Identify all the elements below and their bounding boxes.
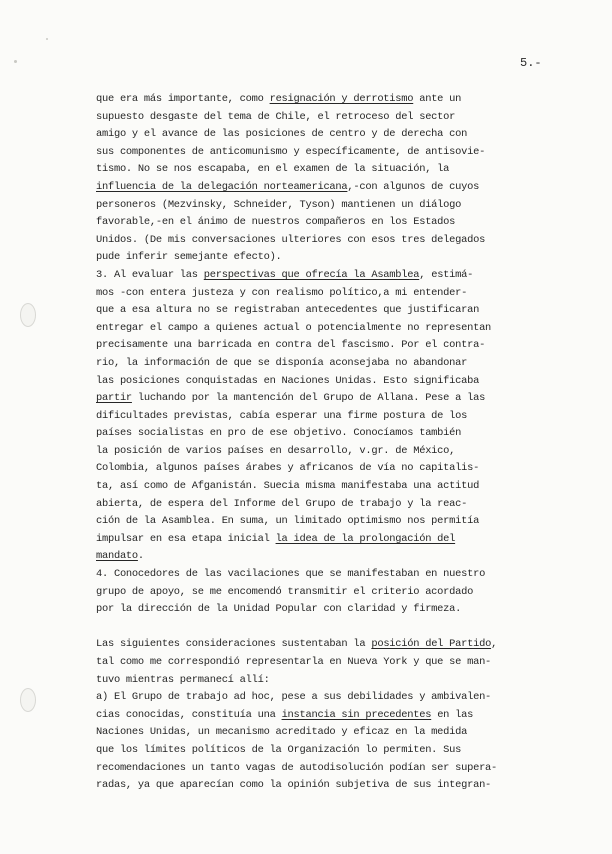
underlined-phrase: mandato	[96, 550, 138, 563]
text-segment: personeros (Mezvinsky, Schneider, Tyson) mantienen un diálogo	[96, 198, 462, 211]
text-segment: recomendaciones un tanto vagas de autodisolución podían ser supera-	[96, 761, 498, 774]
text-segment: rio, la información de que se disponía aconsejaba no abandonar	[96, 356, 468, 369]
paper-speck	[46, 38, 48, 40]
punch-hole-top	[20, 303, 36, 327]
text-segment: ción de la Asamblea. En suma, un limitado optimismo nos permitía	[96, 515, 480, 528]
text-segment: en las	[431, 708, 474, 721]
text-segment: mos -con entera justeza y con realismo político,a mi entender-	[96, 286, 468, 299]
text-line	[96, 460, 596, 478]
text-line	[96, 126, 596, 144]
text-segment: que a esa altura no se registraban antecedentes que justificaran	[96, 304, 480, 317]
text-segment: precisamente una barricada en contra del fascismo. Por el contra-	[96, 339, 486, 352]
text-segment: las posiciones conquistadas en Naciones Unidas. Esto significaba	[96, 374, 480, 387]
text-line	[96, 654, 596, 672]
text-segment: entregar el campo a quienes actual o potencialmente no representan	[96, 321, 492, 334]
underlined-phrase: instancia sin precedentes	[281, 708, 432, 721]
text-line	[96, 742, 596, 760]
text-line	[96, 531, 596, 549]
punch-hole-bottom	[20, 688, 36, 712]
text-segment: .	[137, 550, 144, 563]
text-line	[96, 232, 596, 250]
text-segment: impulsar en esa etapa inicial	[96, 532, 276, 545]
text-segment: tismo. No se nos escapaba, en el examen de la situación, la	[96, 163, 450, 176]
text-segment: a) El Grupo de trabajo ad hoc, pese a sus debilidades y ambivalen-	[96, 691, 492, 704]
text-segment: abierta, de espera del Informe del Grupo de trabajo y la reac-	[96, 497, 468, 510]
text-segment: Naciones Unidas, un mecanismo acreditado y eficaz en la medida	[96, 726, 468, 739]
text-line	[96, 320, 596, 338]
text-line	[96, 724, 596, 742]
text-segment: grupo de apoyo, se me encomendó transmitir el criterio acordado	[96, 585, 474, 598]
text-segment: favorable,-en el ánimo de nuestros compañeros en los Estados	[96, 216, 456, 229]
typewritten-body	[96, 91, 596, 795]
text-segment: sus componentes de anticomunismo y específicamente, de antisovie-	[96, 145, 486, 158]
text-line	[96, 109, 596, 127]
text-line	[96, 161, 596, 179]
text-line	[96, 249, 596, 267]
text-line	[96, 179, 596, 197]
text-segment: la posición de varios países en desarrollo, v.gr. de México,	[96, 444, 456, 457]
text-line	[96, 513, 596, 531]
text-segment: radas, ya que aparecían como la opinión subjetiva de sus integran-	[96, 779, 492, 792]
blank-line	[96, 619, 596, 637]
text-segment: que los límites políticos de la Organización lo permiten. Sus	[96, 743, 462, 756]
text-segment: ,	[491, 638, 498, 651]
paper-speck	[14, 60, 17, 63]
text-line	[96, 285, 596, 303]
text-line	[96, 267, 596, 285]
text-line	[96, 197, 596, 215]
text-line	[96, 144, 596, 162]
text-segment: Las siguientes consideraciones sustentaban la	[96, 638, 372, 651]
text-line	[96, 760, 596, 778]
text-segment: tuvo mientras permanecí allí:	[96, 673, 270, 686]
text-line	[96, 672, 596, 690]
text-segment: países socialistas en pro de ese objetivo. Conocíamos también	[96, 427, 462, 440]
text-segment: amigo y el avance de las posiciones de centro y de derecha con	[96, 128, 468, 141]
text-line	[96, 408, 596, 426]
text-line	[96, 566, 596, 584]
text-segment: 4. Conocedores de las vacilaciones que se manifestaban en nuestro	[96, 568, 486, 581]
text-segment: ,-con algunos de cuyos	[347, 180, 480, 193]
underlined-phrase: partir	[96, 392, 132, 405]
text-line	[96, 91, 596, 109]
underlined-phrase: resignación y derrotismo	[269, 93, 414, 105]
text-line	[96, 548, 596, 566]
text-line	[96, 601, 596, 619]
underlined-phrase: perspectivas que ofrecía la Asamblea	[203, 268, 420, 281]
text-line	[96, 478, 596, 496]
text-segment: 3. Al evaluar las	[96, 268, 204, 281]
text-line	[96, 302, 596, 320]
underlined-phrase: la idea de la prolongación del	[275, 532, 456, 545]
text-segment: dificultades previstas, cabía esperar una firme postura de los	[96, 409, 468, 422]
text-line	[96, 390, 596, 408]
text-line	[96, 355, 596, 373]
text-line	[96, 636, 596, 654]
text-segment: luchando por la mantención del Grupo de Allana. Pese a las	[131, 392, 486, 405]
text-segment: cias conocidas, constituía una	[96, 708, 282, 721]
text-segment: Unidos. (De mis conversaciones ulteriores con esos tres delegados	[96, 233, 486, 246]
text-segment: que era más importante, como	[96, 93, 270, 105]
text-line	[96, 425, 596, 443]
text-line	[96, 373, 596, 391]
text-line	[96, 707, 596, 725]
text-line	[96, 214, 596, 232]
text-line	[96, 777, 596, 795]
page-number: 5.-	[520, 56, 542, 70]
text-line	[96, 689, 596, 707]
text-segment: Colombia, algunos países árabes y africanos de vía no capitalis-	[96, 462, 480, 475]
text-segment: ta, así como de Afganistán. Suecia misma manifestaba una actitud	[96, 480, 480, 493]
underlined-phrase: posición del Partido	[371, 638, 492, 651]
text-segment: ante un	[413, 93, 462, 105]
text-segment: supuesto desgaste del tema de Chile, el retroceso del sector	[96, 110, 456, 123]
text-segment: , estimá-	[419, 268, 474, 281]
text-line	[96, 496, 596, 514]
text-segment: pude inferir semejante efecto).	[96, 251, 282, 264]
text-line	[96, 584, 596, 602]
text-segment: tal como me correspondió representarla en Nueva York y que se man-	[96, 656, 492, 668]
text-line	[96, 337, 596, 355]
text-line	[96, 443, 596, 461]
underlined-phrase: influencia de la delegación norteamericana	[96, 180, 348, 193]
text-segment: por la dirección de la Unidad Popular con claridad y firmeza.	[96, 603, 462, 616]
